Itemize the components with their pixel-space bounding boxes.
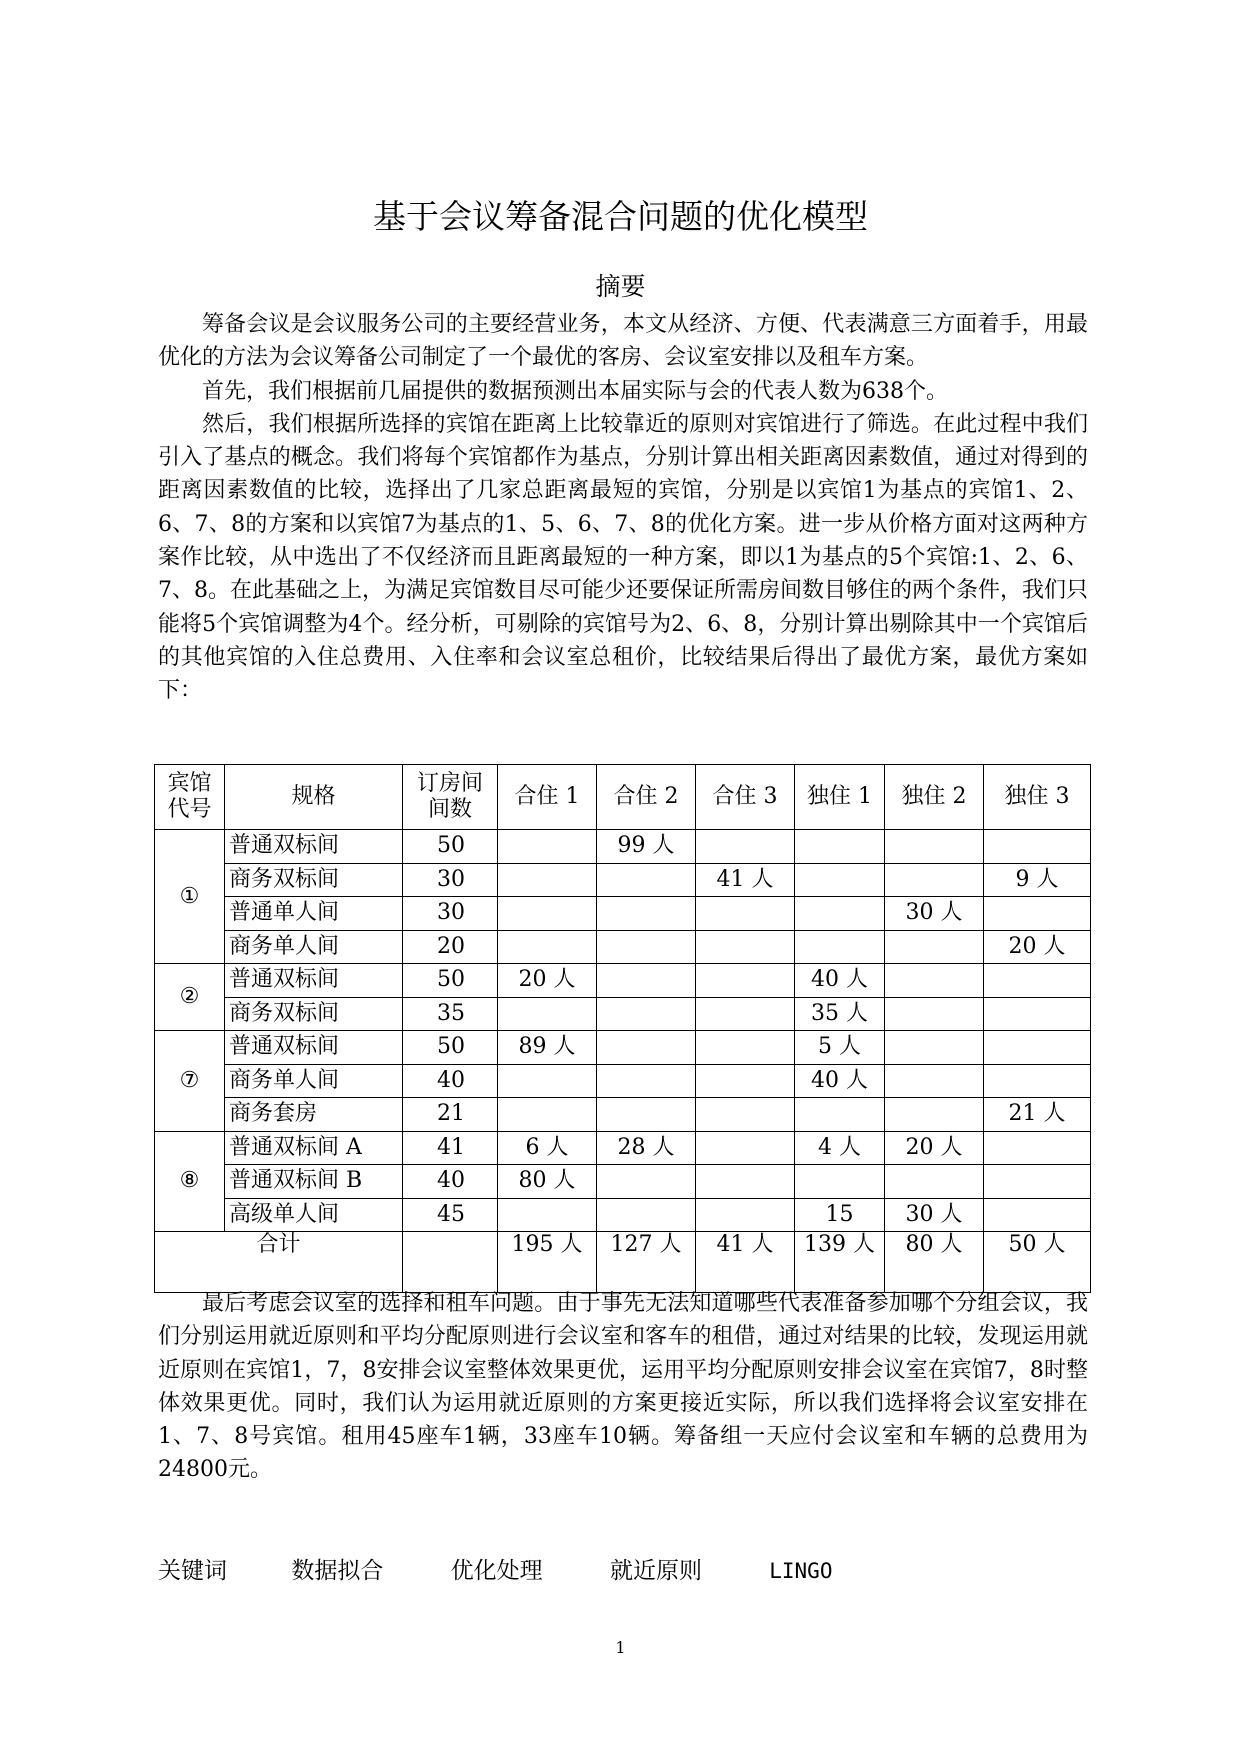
occupancy-cell [795,830,885,864]
total-cell: 139 人 [795,1232,885,1293]
occupancy-cell [696,1098,795,1132]
room-allocation-table [154,764,1091,1293]
table-header-cell: 合住 3 [696,765,795,830]
room-type-cell: 普通双标间 A [225,1131,403,1165]
occupancy-cell [696,1165,795,1199]
occupancy-cell [597,1165,696,1199]
occupancy-cell [498,930,597,964]
table-header-cell: 合住 2 [597,765,696,830]
occupancy-cell [597,1064,696,1098]
room-count-cell: 50 [403,964,498,998]
occupancy-cell [984,1064,1091,1098]
occupancy-cell [597,1031,696,1065]
table-header-cell: 订房间间数 [403,765,498,830]
room-count-cell: 35 [403,997,498,1031]
room-count-cell: 20 [403,930,498,964]
occupancy-cell [795,1165,885,1199]
abstract-body-after-table [158,1287,1088,1487]
occupancy-cell [498,1064,597,1098]
total-cell: 195 人 [498,1232,597,1293]
occupancy-cell [597,964,696,998]
occupancy-cell: 20 人 [498,964,597,998]
occupancy-cell [984,897,1091,931]
room-type-cell: 普通单人间 [225,897,403,931]
room-type-cell: 商务双标间 [225,997,403,1031]
occupancy-cell: 4 人 [795,1131,885,1165]
room-type-cell: 普通双标间 [225,830,403,864]
occupancy-cell [696,1031,795,1065]
occupancy-cell [885,964,984,998]
room-count-cell: 50 [403,830,498,864]
occupancy-cell [696,930,795,964]
table-row [155,997,1091,1031]
room-type-cell: 商务单人间 [225,930,403,964]
keyword: LINGO [769,1559,833,1583]
keywords-label: 关键词 [158,1558,227,1584]
room-type-cell: 高级单人间 [225,1198,403,1232]
total-rooms [403,1232,498,1293]
occupancy-cell: 20 人 [984,930,1091,964]
occupancy-cell [984,964,1091,998]
occupancy-cell [498,897,597,931]
occupancy-cell [597,1198,696,1232]
table-row [155,1165,1091,1199]
table-row [155,897,1091,931]
occupancy-cell [885,930,984,964]
occupancy-cell [984,997,1091,1031]
abstract-paragraph: 首先，我们根据前几届提供的数据预测出本届实际与会的代表人数为638个。 [202,378,948,404]
table-row [155,830,1091,864]
total-cell: 41 人 [696,1232,795,1293]
table-header-cell: 独住 3 [984,765,1091,830]
table-header-row [155,765,1091,830]
occupancy-cell [696,897,795,931]
occupancy-cell [498,1098,597,1132]
room-count-cell: 40 [403,1064,498,1098]
occupancy-cell [696,1198,795,1232]
abstract-heading: 摘要 [595,272,646,301]
hotel-code-cell: ② [155,964,225,1031]
keywords-line [158,1556,892,1586]
occupancy-cell [696,997,795,1031]
occupancy-cell [696,830,795,864]
occupancy-cell [597,997,696,1031]
room-type-cell: 商务单人间 [225,1064,403,1098]
occupancy-cell [885,1165,984,1199]
occupancy-cell [984,1165,1091,1199]
table-row [155,1098,1091,1132]
keyword: 数据拟合 [291,1558,384,1584]
table-row [155,1031,1091,1065]
room-count-cell: 41 [403,1131,498,1165]
occupancy-cell [885,863,984,897]
keyword: 优化处理 [450,1558,543,1584]
table-body [155,830,1091,1232]
table-row [155,930,1091,964]
room-type-cell: 普通双标间 B [225,1165,403,1199]
occupancy-cell: 15 [795,1198,885,1232]
occupancy-cell [885,997,984,1031]
room-count-cell: 50 [403,1031,498,1065]
occupancy-cell [984,1131,1091,1165]
occupancy-cell: 41 人 [696,863,795,897]
occupancy-cell [498,830,597,864]
room-type-cell: 普通双标间 [225,1031,403,1065]
occupancy-cell [696,964,795,998]
room-count-cell: 21 [403,1098,498,1132]
occupancy-cell [984,1198,1091,1232]
hotel-code-cell: ⑧ [155,1131,225,1232]
abstract-paragraph: 然后，我们根据所选择的宾馆在距离上比较靠近的原则对宾馆进行了筛选。在此过程中我们引入了基点的概念。我们将每个宾馆都作为基点，分别计算出相关距离因素数值，通过对得到的距离因素数值的比较，选择出了几家总距离最短的宾馆，分别是以宾馆1为基点的宾馆1、2、6、7、8的方案和以宾馆7为基点的1、5、6、7、8的优化方案。进一步从价格方面对这两种方案作比较，从中选出了不仅经济而且距离最短的一种方案，即以1为基点的5个宾馆:1、2、6、7、8。在此基础之上，为满足宾馆数目尽可能少还要保证所需房间数目够住的两个条件，我们只能将5个宾馆调整为4个。经分析，可剔除的宾馆号为2、6、8，分别计算出剔除其中一个宾馆后的其他宾馆的入住总费用、入住率和会议室总租价，比较结果后得出了最优方案，最优方案如下： [158,411,1088,704]
room-count-cell: 30 [403,863,498,897]
hotel-code-cell: ① [155,830,225,964]
room-count-cell: 30 [403,897,498,931]
table-row [155,1131,1091,1165]
page-number: 1 [615,1638,626,1657]
occupancy-cell [885,1064,984,1098]
occupancy-cell: 9 人 [984,863,1091,897]
occupancy-cell [498,1198,597,1232]
total-label: 合计 [155,1232,403,1293]
table-header-cell: 独住 1 [795,765,885,830]
occupancy-cell: 5 人 [795,1031,885,1065]
occupancy-cell [984,1031,1091,1065]
room-type-cell: 商务套房 [225,1098,403,1132]
total-cell: 80 人 [885,1232,984,1293]
table-row [155,964,1091,998]
room-type-cell: 商务双标间 [225,863,403,897]
table-row [155,1064,1091,1098]
occupancy-cell [696,1131,795,1165]
occupancy-cell [597,930,696,964]
occupancy-cell [795,930,885,964]
keyword: 就近原则 [609,1558,702,1584]
occupancy-cell [498,863,597,897]
occupancy-cell: 99 人 [597,830,696,864]
table-row [155,1198,1091,1232]
occupancy-cell [984,830,1091,864]
occupancy-cell [597,1098,696,1132]
occupancy-cell [696,1064,795,1098]
abstract-paragraph: 筹备会议是会议服务公司的主要经营业务，本文从经济、方便、代表满意三方面着手，用最优化的方法为会议筹备公司制定了一个最优的客房、会议室安排以及租车方案。 [158,312,1088,371]
table-row [155,863,1091,897]
occupancy-cell [795,1098,885,1132]
occupancy-cell: 20 人 [885,1131,984,1165]
occupancy-cell [885,1031,984,1065]
occupancy-cell [795,897,885,931]
occupancy-cell: 40 人 [795,964,885,998]
occupancy-cell: 30 人 [885,897,984,931]
occupancy-cell: 89 人 [498,1031,597,1065]
occupancy-cell: 80 人 [498,1165,597,1199]
table-header-cell: 规格 [225,765,403,830]
table-header-cell: 合住 1 [498,765,597,830]
occupancy-cell: 6 人 [498,1131,597,1165]
occupancy-cell [597,863,696,897]
abstract-body-before-table [158,308,1088,708]
occupancy-cell: 40 人 [795,1064,885,1098]
occupancy-cell: 21 人 [984,1098,1091,1132]
room-count-cell: 40 [403,1165,498,1199]
room-count-cell: 45 [403,1198,498,1232]
abstract-paragraph: 最后考虑会议室的选择和租车问题。由于事先无法知道哪些代表准备参加哪个分组会议，我们分别运用就近原则和平均分配原则进行会议室和客车的租借，通过对结果的比较，发现运用就近原则在宾馆1，7，8安排会议室整体效果更优，运用平均分配原则安排会议室在宾馆7，8时整体效果更优。同时，我们认为运用就近原则的方案更接近实际，所以我们选择将会议室安排在1、7、8号宾馆。租用45座车1辆，33座车10辆。筹备组一天应付会议室和车辆的总费用为24800元。 [158,1291,1088,1483]
occupancy-cell [885,1098,984,1132]
occupancy-cell [597,897,696,931]
total-cell: 50 人 [984,1232,1091,1293]
occupancy-cell [885,830,984,864]
room-type-cell: 普通双标间 [225,964,403,998]
table-header-cell: 独住 2 [885,765,984,830]
paper-title: 基于会议筹备混合问题的优化模型 [373,197,868,236]
occupancy-cell [498,997,597,1031]
occupancy-cell: 28 人 [597,1131,696,1165]
table-total-row [155,1232,1091,1293]
total-cell: 127 人 [597,1232,696,1293]
occupancy-cell: 30 人 [885,1198,984,1232]
table-header-cell: 宾馆代号 [155,765,225,830]
occupancy-cell [795,863,885,897]
occupancy-cell: 35 人 [795,997,885,1031]
hotel-code-cell: ⑦ [155,1031,225,1132]
